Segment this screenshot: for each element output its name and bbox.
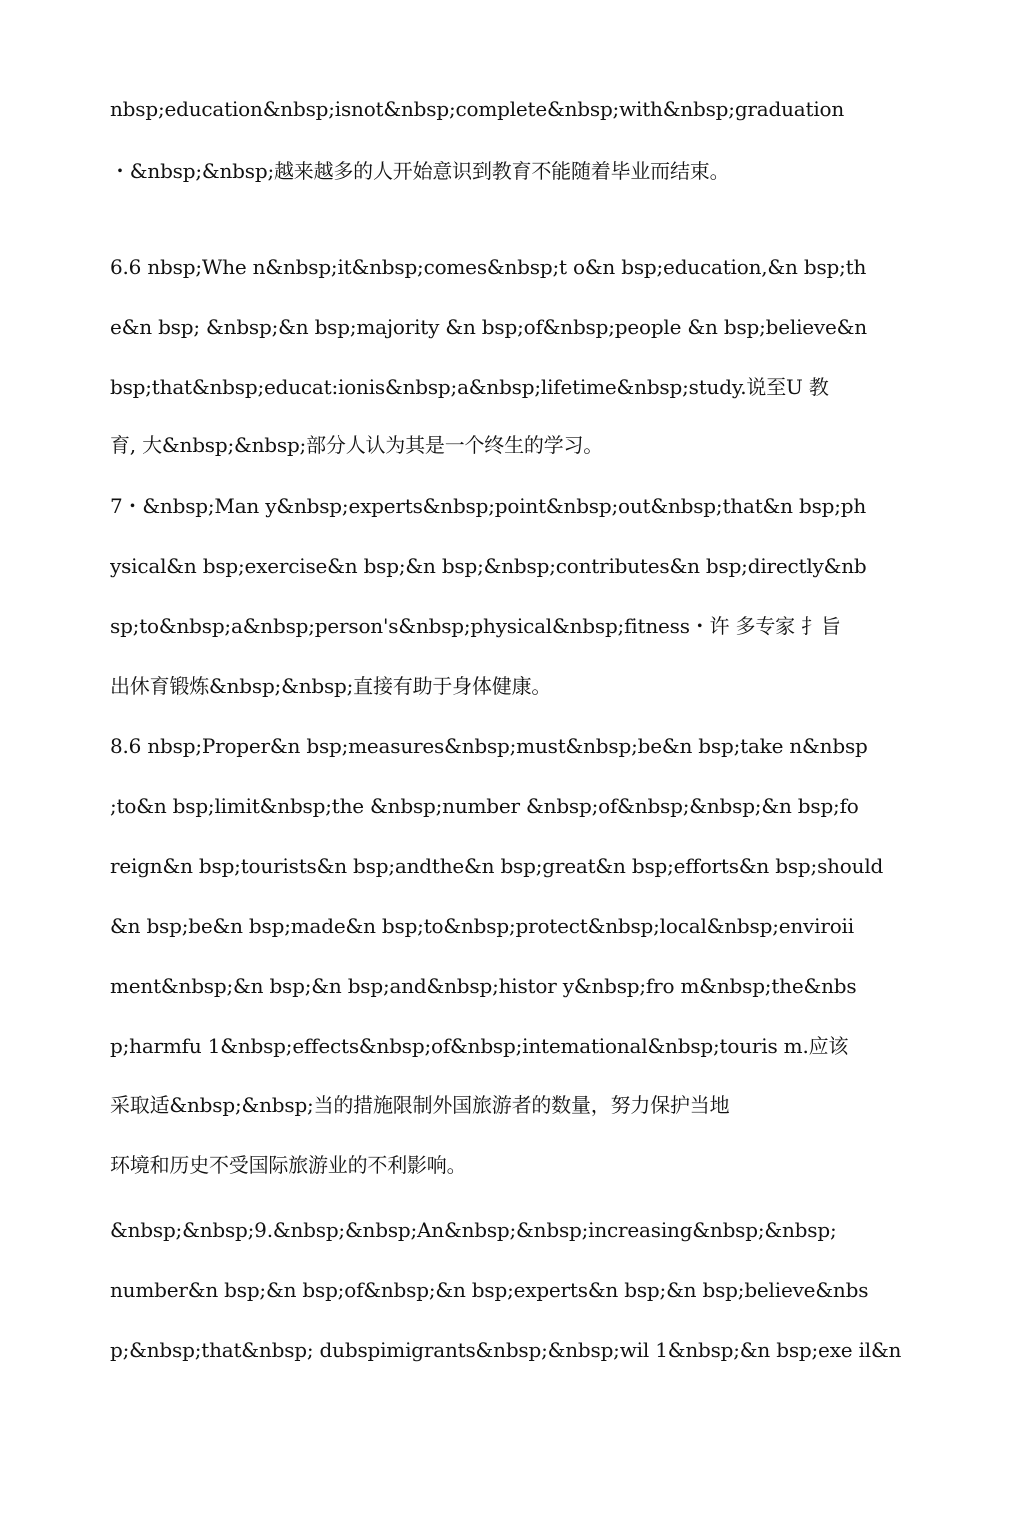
text-line: ・&nbsp;&nbsp;越来越多的人开始意识到教育不能随着毕业而结束。	[110, 159, 730, 183]
text-line: 出休育锻炼&nbsp;&nbsp;直接有助于身体健康。	[110, 674, 552, 698]
text-line: 8.6 nbsp;Proper&n bsp;measures&nbsp;must&nbsp;be&n bsp;take n&nbsp	[110, 734, 868, 758]
text-line: 6.6 nbsp;Whe n&nbsp;it&nbsp;comes&nbsp;t o&n bsp;education,&n bsp;th	[110, 255, 867, 279]
text-line: ;to&n bsp;limit&nbsp;the &nbsp;number &nbsp;of&nbsp;&nbsp;&n bsp;fo	[110, 794, 859, 818]
text-line: ment&nbsp;&n bsp;&n bsp;and&nbsp;histor y&nbsp;fro m&nbsp;the&nbs	[110, 974, 857, 998]
text-line: number&n bsp;&n bsp;of&nbsp;&n bsp;experts&n bsp;&n bsp;believe&nbs	[110, 1278, 869, 1302]
text-line: reign&n bsp;tourists&n bsp;andthe&n bsp;great&n bsp;efforts&n bsp;should	[110, 854, 884, 878]
text-line: 环境和历史不受国际旅游业的不利影响。	[110, 1153, 467, 1177]
text-line: 育, 大&nbsp;&nbsp;部分人认为其是一个终生的学习。	[110, 433, 604, 457]
text-line: nbsp;education&nbsp;isnot&nbsp;complete&nbsp;with&nbsp;graduation	[110, 97, 845, 121]
text-line: e&n bsp; &nbsp;&n bsp;majority &n bsp;of&nbsp;people &n bsp;believe&n	[110, 315, 867, 339]
text-line: p;&nbsp;that&nbsp; dubspimigrants&nbsp;&nbsp;wil 1&nbsp;&n bsp;exe il&n	[110, 1338, 902, 1362]
text-line: &n bsp;be&n bsp;made&n bsp;to&nbsp;protect&nbsp;local&nbsp;enviroii	[110, 914, 854, 938]
text-line: 7・&nbsp;Man y&nbsp;experts&nbsp;point&nbsp;out&nbsp;that&n bsp;ph	[110, 494, 867, 518]
text-line: bsp;that&nbsp;educat:ionis&nbsp;a&nbsp;lifetime&nbsp;study.说至U 教	[110, 375, 829, 399]
text-line: p;harmfu 1&nbsp;effects&nbsp;of&nbsp;intemational&nbsp;touris m.应该	[110, 1034, 849, 1058]
text-line: 采取适&nbsp;&nbsp;当的措施限制外国旅游者的数量，努力保护当地	[110, 1093, 730, 1117]
text-line: ysical&n bsp;exercise&n bsp;&n bsp;&nbsp;contributes&n bsp;directly&nb	[110, 554, 867, 578]
text-line: sp;to&nbsp;a&nbsp;person's&nbsp;physical&nbsp;fitness・许 多专家 扌旨	[110, 614, 841, 638]
text-line: &nbsp;&nbsp;9.&nbsp;&nbsp;An&nbsp;&nbsp;increasing&nbsp;&nbsp;	[110, 1218, 837, 1242]
